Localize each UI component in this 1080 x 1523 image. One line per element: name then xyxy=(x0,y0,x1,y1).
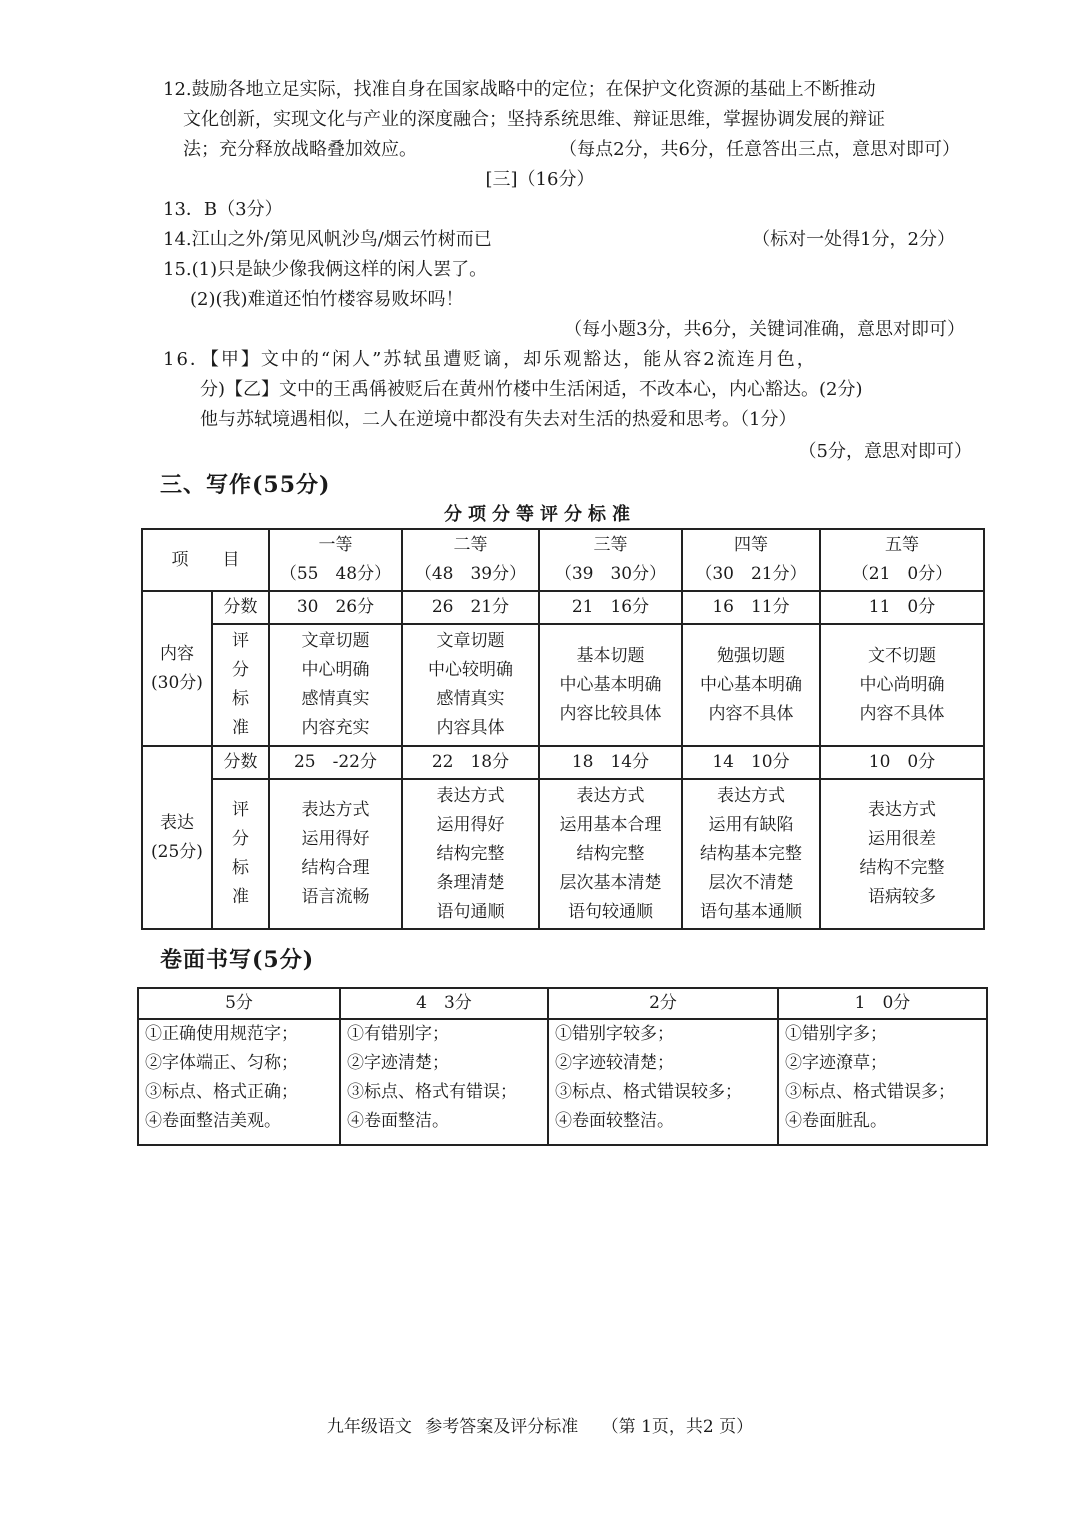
q14-score-note: （标对一处得1分，2分） xyxy=(752,229,955,250)
handwriting-criteria-3: ①错别字较多； ②字迹较清楚； ③标点、格式错误较多； ④卷面较整洁。 xyxy=(548,1019,778,1145)
content-criteria-1: 文章切题 中心明确 感情真实 内容充实 xyxy=(269,624,402,746)
writing-section-title: 三、写作(55分) xyxy=(160,472,331,498)
expression-score-row xyxy=(142,746,984,779)
expression-score-label: 分数 xyxy=(212,746,269,779)
handwriting-score-2: 4 3分 xyxy=(340,988,548,1019)
content-score-4: 16 11分 xyxy=(682,591,820,624)
handwriting-criteria-row xyxy=(138,1019,987,1145)
content-score-2: 26 21分 xyxy=(402,591,539,624)
content-score-1: 30 26分 xyxy=(269,591,402,624)
expression-criteria-4: 表达方式 运用有缺陷 结构基本完整 层次不清楚 语句基本通顺 xyxy=(682,779,820,929)
footer-subject: 九年级语文 xyxy=(326,1417,412,1437)
handwriting-criteria-4: ①错别字多； ②字迹潦草； ③标点、格式错误多； ④卷面脏乱。 xyxy=(778,1019,987,1145)
handwriting-criteria-2: ①有错别字； ②字迹清楚； ③标点、格式有错误； ④卷面整洁。 xyxy=(340,1019,548,1145)
content-criteria-5: 文不切题 中心尚明确 内容不具体 xyxy=(820,624,984,746)
grade-header-row xyxy=(142,529,984,591)
expression-label: 表达 (25分) xyxy=(142,746,212,929)
content-score-5: 11 0分 xyxy=(820,591,984,624)
q15-line-2: (2)(我)难道还怕竹楼容易败坏吗！ xyxy=(190,289,464,310)
expression-score-5: 10 0分 xyxy=(820,746,984,779)
handwriting-score-4: 1 0分 xyxy=(778,988,987,1019)
expression-criteria-row xyxy=(142,779,984,929)
handwriting-score-3: 2分 xyxy=(548,988,778,1019)
handwriting-header-row xyxy=(138,988,987,1019)
grade-5-header: 五等 （21 0分） xyxy=(820,529,984,591)
grade-3-header: 三等 （39 30分） xyxy=(539,529,682,591)
expression-criteria-label: 评 分 标 准 xyxy=(212,779,269,929)
content-criteria-row xyxy=(142,624,984,746)
expression-criteria-1: 表达方式 运用得好 结构合理 语言流畅 xyxy=(269,779,402,929)
q12-line-2: 文化创新，实现文化与产业的深度融合；坚持系统思维、辩证思维，掌握协调发展的辩证 xyxy=(183,109,885,130)
expression-criteria-3: 表达方式 运用基本合理 结构完整 层次基本清楚 语句较通顺 xyxy=(539,779,682,929)
content-criteria-2: 文章切题 中心较明确 感情真实 内容具体 xyxy=(402,624,539,746)
expression-score-1: 25 -22分 xyxy=(269,746,402,779)
content-criteria-3: 基本切题 中心基本明确 内容比较具体 xyxy=(539,624,682,746)
q12-line-1: 12.鼓励各地立足实际，找准自身在国家战略中的定位；在保护文化资源的基础上不断推动 xyxy=(163,79,876,100)
grade-4-header: 四等 （30 21分） xyxy=(682,529,820,591)
expression-score-4: 14 10分 xyxy=(682,746,820,779)
item-header: 项 目 xyxy=(142,529,269,591)
q12-line-3: 法；充分释放战略叠加效应。 xyxy=(183,139,417,160)
footer-doc: 参考答案及评分标准 xyxy=(425,1417,579,1437)
writing-table-title: 分项分等评分标准 xyxy=(444,504,636,525)
q15-score-note: （每小题3分，共6分，关键词准确，意思对即可） xyxy=(564,319,965,340)
content-score-row xyxy=(142,591,984,624)
content-score-label: 分数 xyxy=(212,591,269,624)
q16-line-1: 16．【甲】文中的“闲人”苏轼虽遭贬谪，却乐观豁达，能从容2流连月色， xyxy=(163,349,817,370)
handwriting-section-title: 卷面书写(5分) xyxy=(160,947,315,973)
section-3-header: [三]（16分） xyxy=(485,169,595,190)
handwriting-criteria-1: ①正确使用规范字； ②字体端正、匀称； ③标点、格式正确； ④卷面整洁美观。 xyxy=(138,1019,340,1145)
grade-1-header: 一等 （55 48分） xyxy=(269,529,402,591)
expression-criteria-2: 表达方式 运用得好 结构完整 条理清楚 语句通顺 xyxy=(402,779,539,929)
handwriting-table xyxy=(137,987,988,1146)
content-label: 内容 (30分) xyxy=(142,591,212,746)
handwriting-score-1: 5分 xyxy=(138,988,340,1019)
footer-page-number: （第 1页，共2 页） xyxy=(601,1417,754,1437)
content-score-3: 21 16分 xyxy=(539,591,682,624)
expression-score-2: 22 18分 xyxy=(402,746,539,779)
q12-score-note: （每点2分，共6分，任意答出三点，意思对即可） xyxy=(559,139,960,160)
expression-score-3: 18 14分 xyxy=(539,746,682,779)
page-footer xyxy=(0,1412,1080,1437)
writing-grading-table xyxy=(141,528,985,930)
content-criteria-label: 评 分 标 准 xyxy=(212,624,269,746)
q13-answer: 13．B（3分） xyxy=(163,199,283,220)
q16-score-note: （5分，意思对即可） xyxy=(798,441,972,462)
expression-criteria-5: 表达方式 运用很差 结构不完整 语病较多 xyxy=(820,779,984,929)
content-criteria-4: 勉强切题 中心基本明确 内容不具体 xyxy=(682,624,820,746)
q14-answer: 14.江山之外/第见风帆沙鸟/烟云竹树而已 xyxy=(163,229,492,250)
q16-line-2: 分)【乙】文中的王禹偁被贬后在黄州竹楼中生活闲适，不改本心，内心豁达。(2分) xyxy=(200,379,863,400)
grade-2-header: 二等 （48 39分） xyxy=(402,529,539,591)
q16-line-3: 他与苏轼境遇相似，二人在逆境中都没有失去对生活的热爱和思考。（1分） xyxy=(200,409,797,430)
q15-line-1: 15.(1)只是缺少像我俩这样的闲人罢了。 xyxy=(163,259,488,280)
